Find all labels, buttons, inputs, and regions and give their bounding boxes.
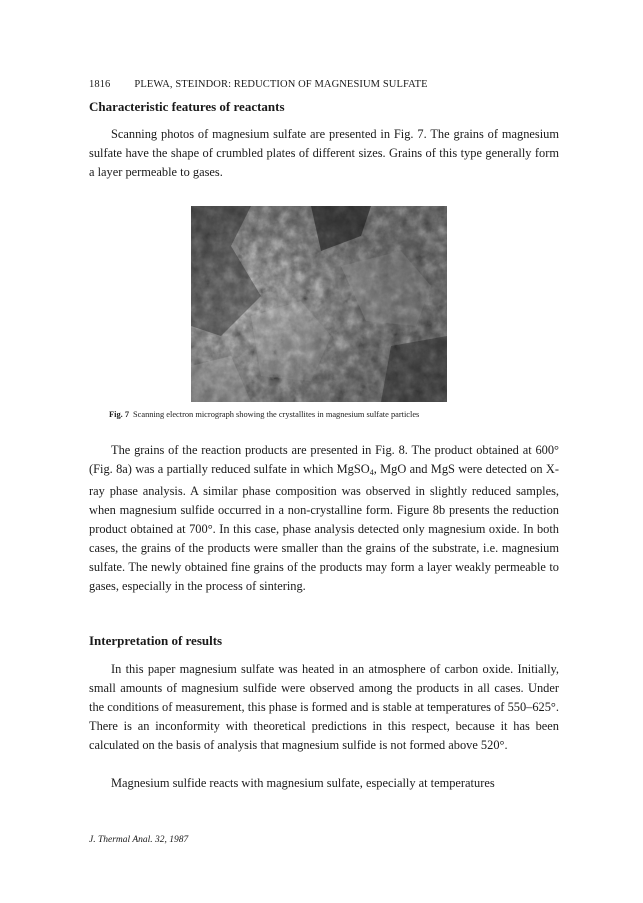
section-heading-interpretation: Interpretation of results xyxy=(89,633,223,648)
paragraph-reactants: Scanning photos of magnesium sulfate are presented in Fig. 7. The grains of magnesium sulfate have the shape of crumbled plates of different sizes. Grains of this type generally form a layer permeable to gases. xyxy=(89,127,559,179)
journal-footer: J. Thermal Anal. 32, 1987 xyxy=(89,835,189,845)
products-text-2: , MgO and MgS were detected on X-ray phase analysis. A similar phase composition was observed in slightly reduced samples, when magnesium sulfide occurred in a non-crystalline form. Figure 8b presents the reduction product obtained at 700°. In this case, phase analysis detected only magnesium oxide. In both cases, the grains of the products were smaller than the grains of the substrate, i.e. magnesium sulfate. The newly obtained fine grains of the products may form a layer weakly permeable to gases, especially in the process of sintering. xyxy=(89,462,559,593)
paragraph-interpretation: In this paper magnesium sulfate was heated in an atmosphere of carbon oxide. Initially, small amounts of magnesium sulfide were observed among the products in all cases. Under the conditions of measurement, this phase is formed and is stable at temperatures of 550–625°. There is an inconformity with theoretical predictions in this respect, because it has been calculated on the basis of analysis that magnesium sulfide is not formed above 520°. xyxy=(89,662,559,752)
micrograph-texture xyxy=(191,206,447,402)
sem-micrograph-image xyxy=(191,206,447,402)
formula-subscript: 4 xyxy=(369,468,374,477)
figure-caption xyxy=(109,410,419,419)
figure-label: Fig. 7 xyxy=(109,410,130,419)
running-title: PLEWA, STEINDOR: REDUCTION OF MAGNESIUM SULFATE xyxy=(134,79,428,90)
paragraph-sulfide-reaction: Magnesium sulfide reacts with magnesium sulfate, especially at temperatures xyxy=(111,776,495,790)
running-head xyxy=(89,79,428,90)
figure-caption-text: Scanning electron micrograph showing the crystallites in magnesium sulfate particles xyxy=(133,410,420,419)
paragraph-products xyxy=(89,441,559,596)
section-heading-reactants: Characteristic features of reactants xyxy=(89,99,285,114)
page-number: 1816 xyxy=(89,79,111,90)
products-text-1: The grains of the reaction products are presented in Fig. 8. The product obtained at 600° (Fig. 8a) was a partially reduced sulfate in which MgSO xyxy=(89,443,559,476)
